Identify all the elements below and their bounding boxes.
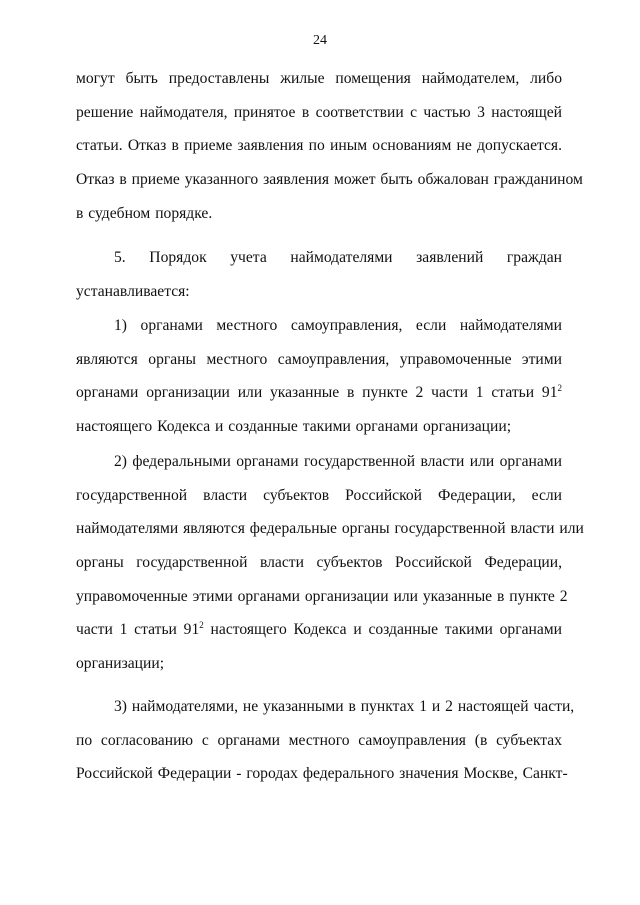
text-line: могут быть предоставлены жилые помещения наймодателем, либо (76, 70, 562, 87)
paragraph-continuation (76, 62, 583, 230)
text-fragment: настоящего Кодекса и созданные такими органами (203, 621, 562, 639)
text-line (76, 376, 562, 410)
text-line: статьи. Отказ в приеме заявления по иным основаниям не допускается. (76, 137, 562, 155)
text-line: Отказ в приеме указанного заявления может быть обжалован гражданином (76, 171, 583, 189)
text-line: являются органы местного самоуправления, управомоченные этими (76, 350, 562, 368)
text-line: государственной власти субъектов Российской Федерации, если (76, 486, 562, 504)
text-fragment: части 1 статьи 91 (76, 621, 200, 639)
text-fragment: органами организации или указанные в пункте 2 части 1 статьи 91 (76, 384, 558, 402)
text-line: Российской Федерации - городах федерального значения Москве, Санкт- (76, 765, 568, 783)
paragraph-item-5 (76, 241, 562, 308)
paragraph-subitem-3 (76, 690, 575, 791)
page-number: 24 (313, 33, 327, 48)
text-line: органы государственной власти субъектов Российской Федерации, (76, 554, 562, 572)
text-line: 3) наймодателями, не указанными в пунктах 1 и 2 настоящей части, (114, 698, 575, 715)
text-line: наймодателями являются федеральные органы государственной власти или (76, 520, 584, 538)
text-line: 5. Порядок учета наймодателями заявлений граждан (114, 249, 562, 266)
text-line: 2) федеральными органами государственной власти или органами (114, 453, 562, 470)
superscript: 2 (199, 620, 204, 631)
paragraph-subitem-2 (76, 445, 584, 681)
text-line (76, 613, 562, 647)
text-line: по согласованию с органами местного самоуправления (в субъектах (76, 731, 562, 749)
text-line: организации; (76, 655, 165, 673)
paragraph-subitem-1 (76, 309, 562, 444)
text-line: в судебном порядке. (76, 204, 213, 222)
text-line: настоящего Кодекса и созданные такими органами организации; (76, 418, 512, 436)
text-line: управомоченные этими органами организации или указанные в пункте 2 (76, 587, 568, 605)
text-line: решение наймодателя, принятое в соответствии с частью 3 настоящей (76, 103, 562, 121)
superscript: 2 (557, 383, 562, 394)
text-line: устанавливается: (76, 282, 190, 300)
text-line: 1) органами местного самоуправления, если наймодателями (114, 317, 562, 334)
